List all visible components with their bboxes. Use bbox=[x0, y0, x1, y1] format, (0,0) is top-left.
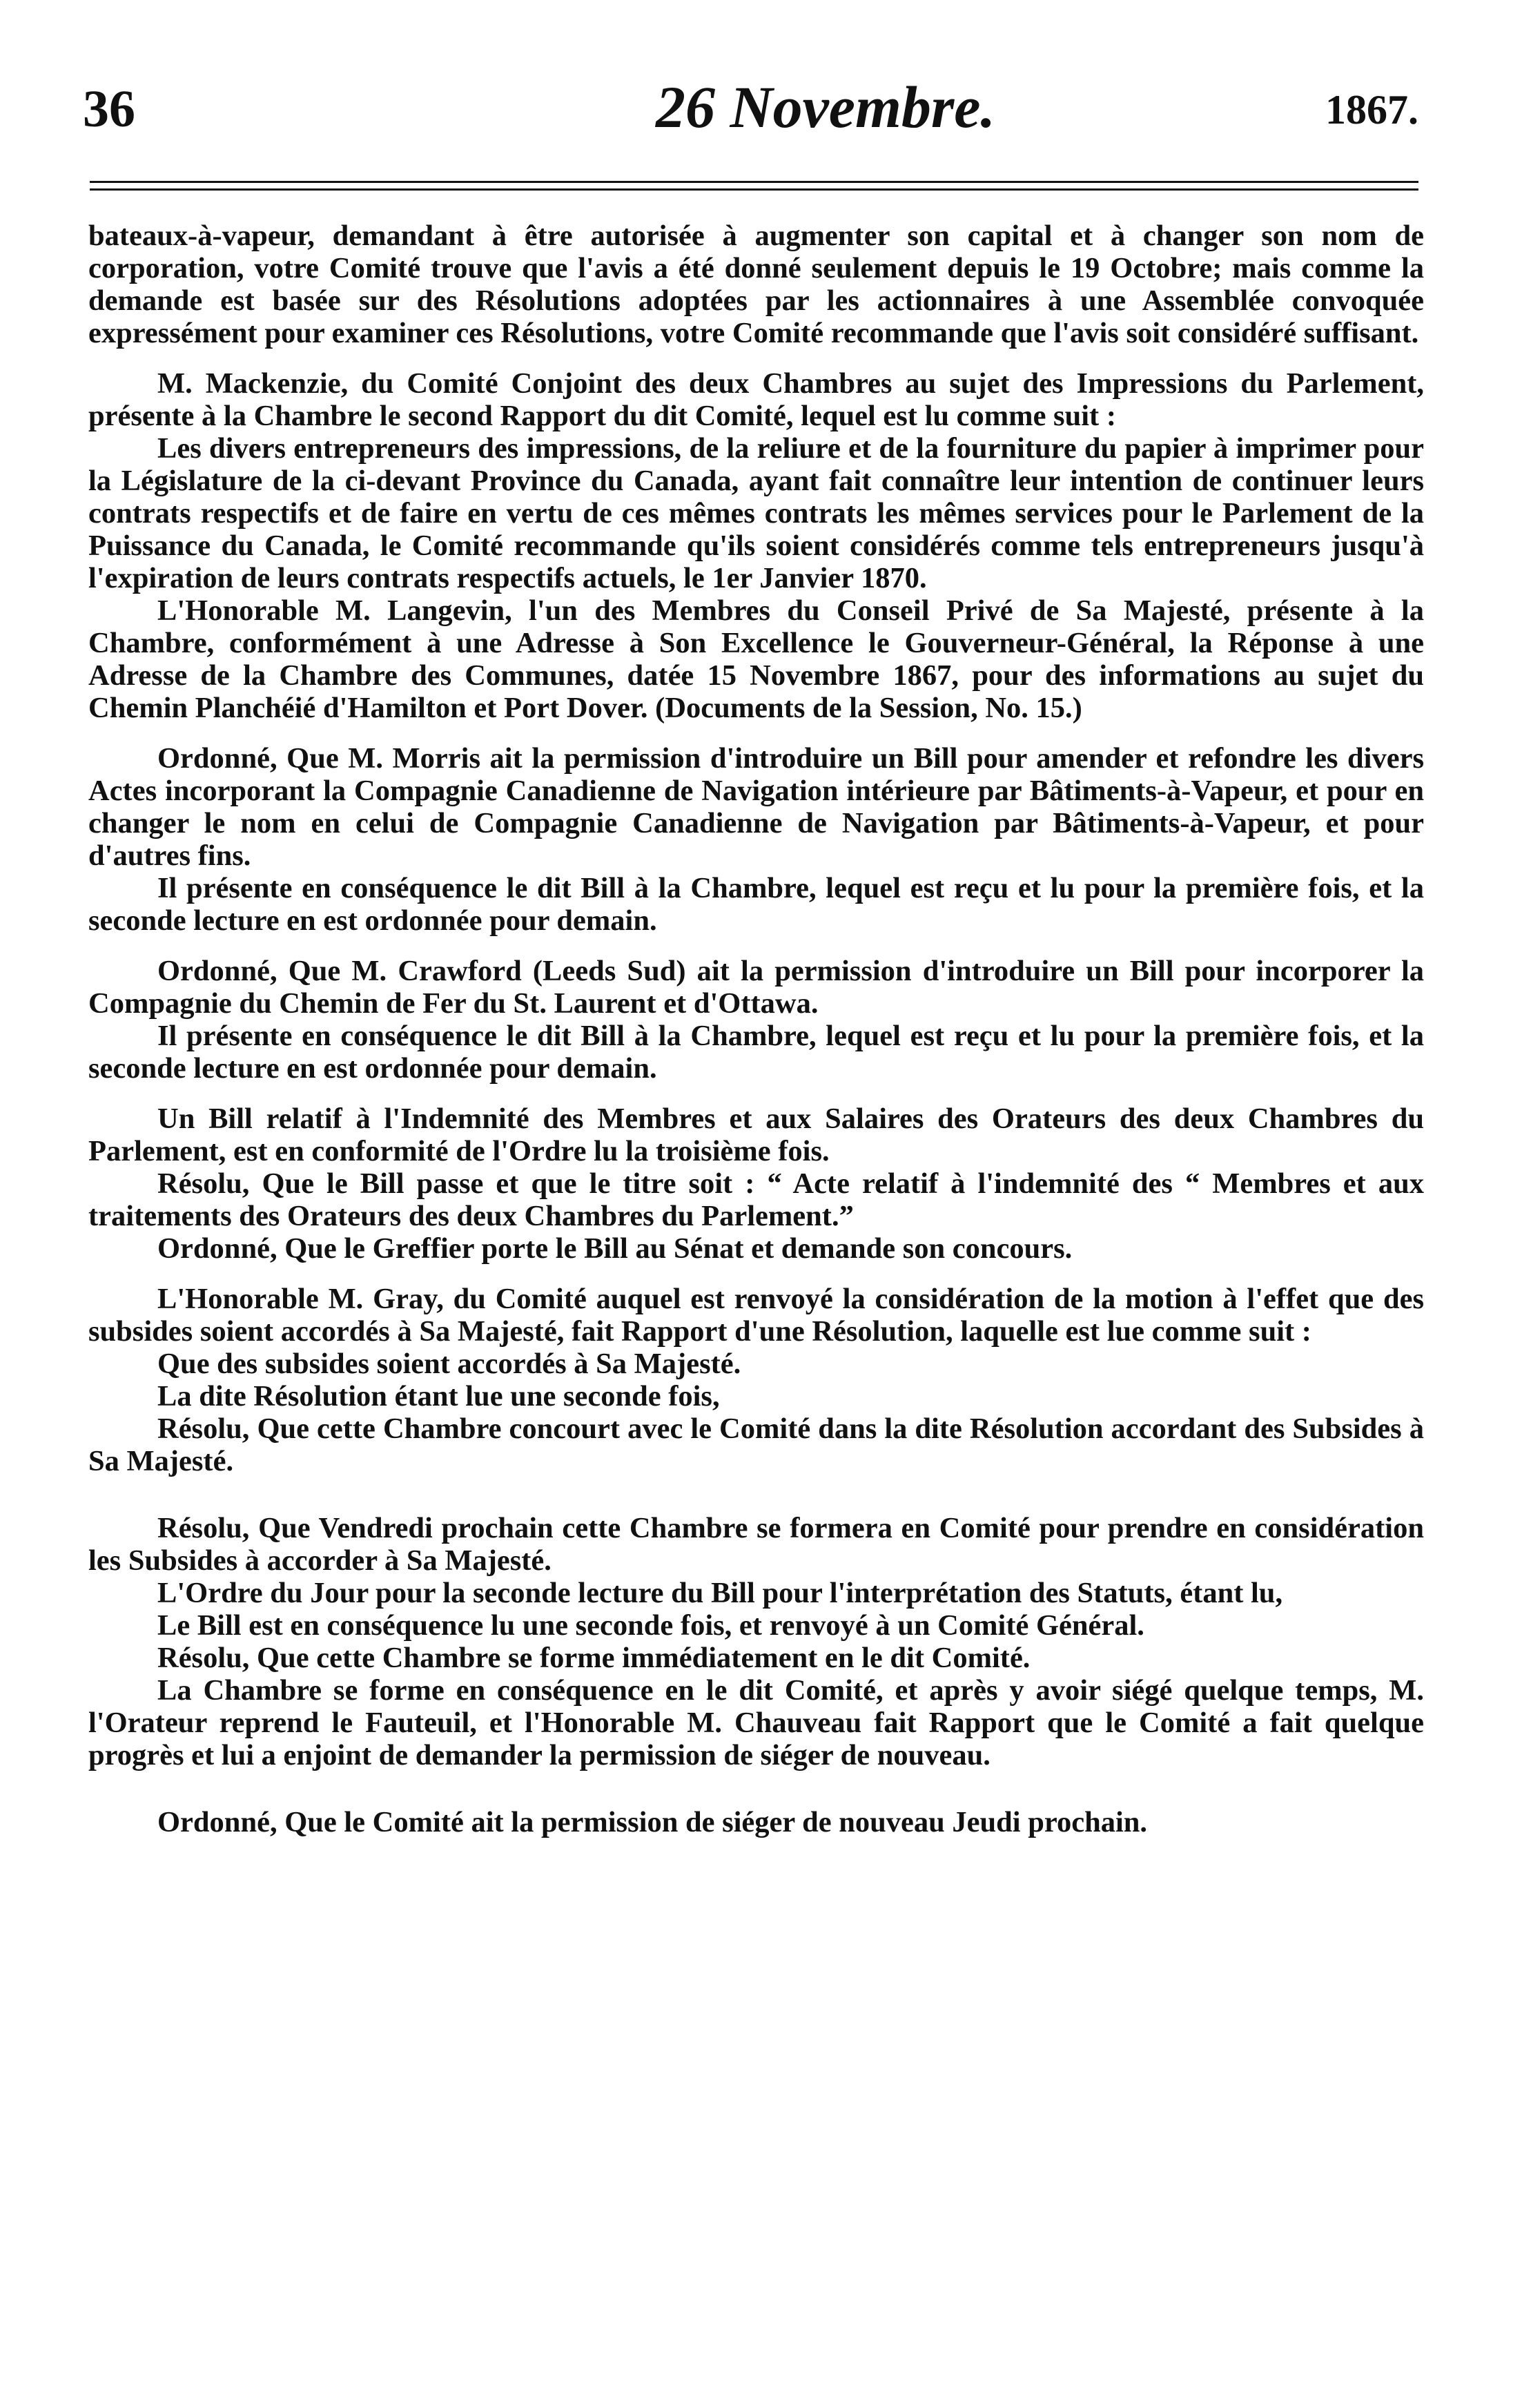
paragraph-committee-resolved: Résolu, Que cette Chambre se forme immédiatement en le dit Comité. bbox=[157, 1642, 1031, 1674]
rule-line bbox=[90, 181, 1418, 183]
paragraph-chauveau-report: La Chambre se forme en conséquence en le dit Comité, et après y avoir siégé quelque temps, M. l'Orateur reprend le Fauteuil, et l'Honorable M. Chauveau fait Rapport que le Comité a fait quelque progrès et lui a enjoint de demander la permission de siéger de nouveau. bbox=[88, 1674, 1424, 1771]
paragraph-langevin-return: L'Honorable M. Langevin, l'un des Membres du Conseil Privé de Sa Majesté, présente à la Chambre, conformément à une Adresse à Son Excellence le Gouverneur-Général, la Réponse à une Adresse de la Chambre des Communes, datée 15 Novembre 1867, pour des informations au sujet du Chemin Planchéié d'Hamilton et Port Dover. (Documents de la Session, No. 15.) bbox=[88, 594, 1424, 724]
paragraph-resolution-second-reading: La dite Résolution étant lue une seconde fois, bbox=[157, 1380, 720, 1412]
paragraph-subsidies-resolution: Que des subsides soient accordés à Sa Majesté. bbox=[157, 1348, 741, 1380]
page-number: 36 bbox=[83, 80, 135, 138]
paragraph-indemnity-resolved: Résolu, Que le Bill passe et que le titre soit : “ Acte relatif à l'indemnité des “ Membres et aux traitements des Orateurs des deux Chambres du Parlement.” bbox=[88, 1167, 1424, 1232]
page-date-heading: 26 Novembre. bbox=[656, 74, 995, 140]
header-double-rule bbox=[90, 181, 1418, 191]
paragraph-mackenzie-report: M. Mackenzie, du Comité Conjoint des deux Chambres au sujet des Impressions du Parlement, présente à la Chambre le second Rapport du dit Comité, lequel est lu comme suit : bbox=[88, 367, 1424, 432]
paragraph-statutes-order: L'Ordre du Jour pour la seconde lecture du Bill pour l'interprétation des Statuts, étant lu, bbox=[157, 1577, 1283, 1609]
paragraph-subsidies-concur: Résolu, Que cette Chambre concourt avec le Comité dans la dite Résolution accordant des Subsides à Sa Majesté. bbox=[88, 1412, 1424, 1477]
paragraph-indemnity-bill: Un Bill relatif à l'Indemnité des Membres et aux Salaires des Orateurs des deux Chambres du Parlement, est en conformité de l'Ordre lu la troisième fois. bbox=[88, 1103, 1424, 1167]
paragraph-committee-report: bateaux-à-vapeur, demandant à être autorisée à augmenter son capital et à changer son nom de corporation, votre Comité trouve que l'avis a été donné seulement depuis le 19 Octobre; mais comme la demande est basée sur des Résolutions adoptées par les actionnaires à une Assemblée convoquée expressément pour examiner ces Résolutions, votre Comité recommande que l'avis soit considéré suffisant. bbox=[88, 220, 1424, 349]
paragraph-printing-contracts: Les divers entrepreneurs des impressions, de la reliure et de la fourniture du papier à imprimer pour la Législature de la ci-devant Province du Canada, ayant fait connaître leur intention de continuer leurs contrats respectifs et de faire en vertu de ces mêmes contrats les mêmes services pour le Parlement de la Puissance du Canada, le Comité recommande qu'ils soient considérés comme tels entrepreneurs jusqu'à l'expiration de leurs contrats respectifs actuels, le 1er Janvier 1870. bbox=[88, 432, 1424, 594]
paragraph-indemnity-ordered: Ordonné, Que le Greffier porte le Bill au Sénat et demande son concours. bbox=[157, 1232, 1073, 1265]
paragraph-crawford-bill-read: Il présente en conséquence le dit Bill à la Chambre, lequel est reçu et lu pour la première fois, et la seconde lecture en est ordonnée pour demain. bbox=[88, 1020, 1424, 1085]
page-year: 1867. bbox=[1325, 87, 1418, 133]
page-header bbox=[83, 66, 1418, 142]
paragraph-statutes-second-reading: Le Bill est en conséquence lu une seconde fois, et renvoyé à un Comité Général. bbox=[157, 1609, 1144, 1642]
paragraph-final-order: Ordonné, Que le Comité ait la permission de siéger de nouveau Jeudi prochain. bbox=[157, 1806, 1148, 1838]
paragraph-friday-committee: Résolu, Que Vendredi prochain cette Chambre se formera en Comité pour prendre en considération les Subsides à accorder à Sa Majesté. bbox=[88, 1512, 1424, 1577]
paragraph-gray-report: L'Honorable M. Gray, du Comité auquel est renvoyé la considération de la motion à l'effet que des subsides soient accordés à Sa Majesté, fait Rapport d'une Résolution, laquelle est lue comme suit : bbox=[88, 1283, 1424, 1348]
document-body bbox=[88, 220, 1424, 1838]
paragraph-crawford-bill: Ordonné, Que M. Crawford (Leeds Sud) ait la permission d'introduire un Bill pour incorporer la Compagnie du Chemin de Fer du St. Laurent et d'Ottawa. bbox=[88, 955, 1424, 1020]
rule-line bbox=[90, 188, 1418, 191]
paragraph-morris-bill: Ordonné, Que M. Morris ait la permission d'introduire un Bill pour amender et refondre les divers Actes incorporant la Compagnie Canadienne de Navigation intérieure par Bâtiments-à-Vapeur, et pour en changer le nom en celui de Compagnie Canadienne de Navigation par Bâtiments-à-Vapeur, et pour d'autres fins. bbox=[88, 742, 1424, 872]
paragraph-morris-bill-read: Il présente en conséquence le dit Bill à la Chambre, lequel est reçu et lu pour la première fois, et la seconde lecture en est ordonnée pour demain. bbox=[88, 872, 1424, 937]
